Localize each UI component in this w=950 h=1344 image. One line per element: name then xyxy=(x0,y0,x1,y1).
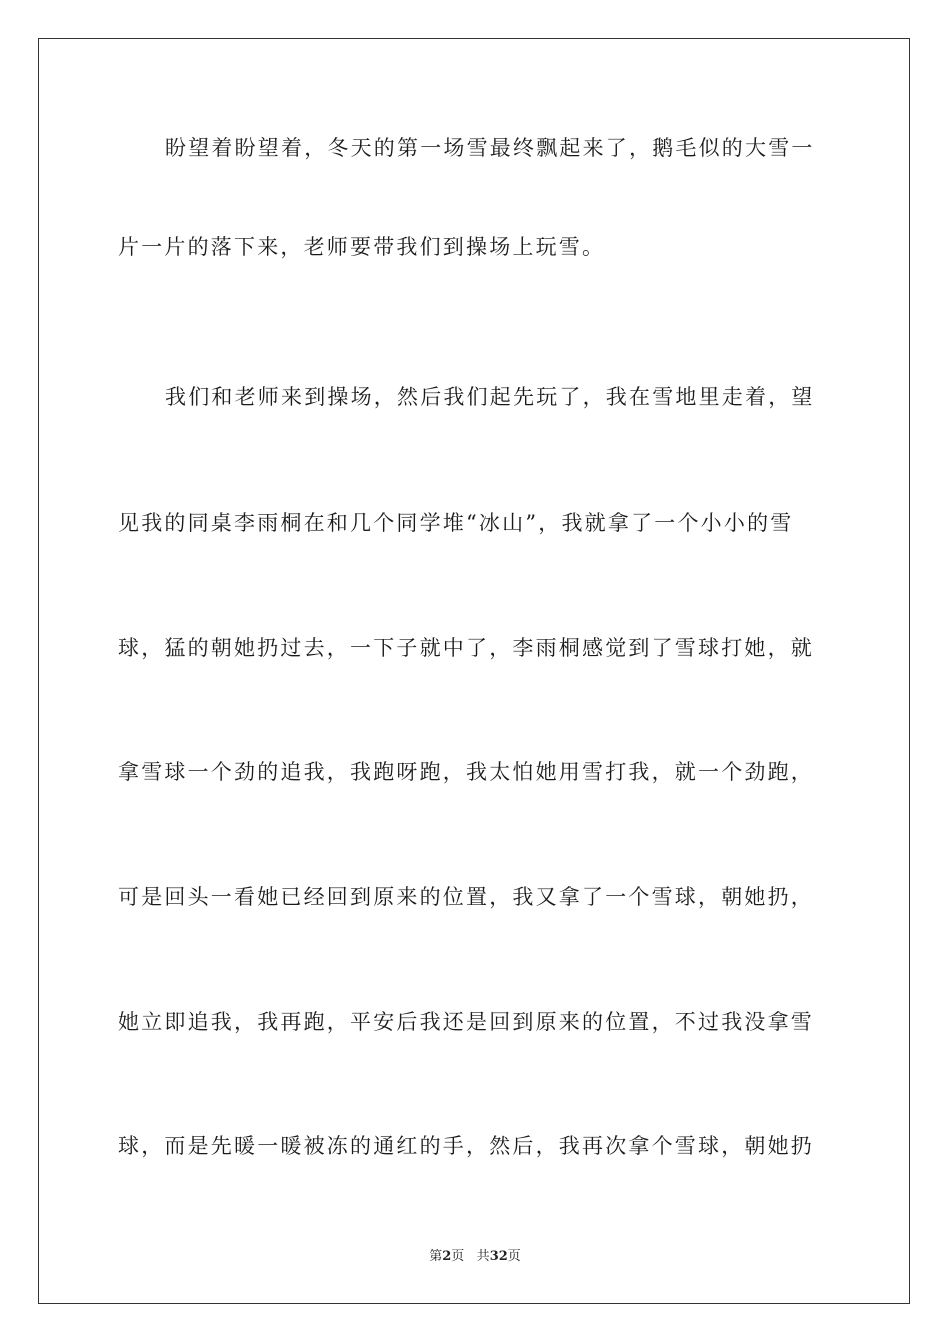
paragraph-2-line-3: 球，猛的朝她扔过去，一下子就中了，李雨桐感觉到了雪球打她，就 xyxy=(118,636,814,660)
page-prefix: 第 xyxy=(429,1249,443,1264)
paragraph-2-line-5: 可是回头一看她已经回到原来的位置，我又拿了一个雪球，朝她扔， xyxy=(118,885,814,909)
page-number: 2 xyxy=(442,1249,452,1264)
total-pages: 32 xyxy=(489,1249,508,1264)
page-border xyxy=(38,38,910,1304)
paragraph-2-line-4: 拿雪球一个劲的追我，我跑呀跑，我太怕她用雪打我，就一个劲跑， xyxy=(118,760,814,784)
paragraph-1-line-2: 片一片的落下来，老师要带我们到操场上玩雪。 xyxy=(118,235,606,259)
page-suffix: 页 xyxy=(451,1249,465,1264)
paragraph-2-line-7: 球，而是先暖一暖被冻的通红的手，然后，我再次拿个雪球，朝她扔 xyxy=(118,1134,814,1158)
total-suffix: 页 xyxy=(507,1249,521,1264)
paragraph-2-line-1: 我们和老师来到操场，然后我们起先玩了，我在雪地里走着，望 xyxy=(165,385,815,409)
total-prefix: 共 xyxy=(476,1249,490,1264)
page-footer xyxy=(0,1248,950,1266)
paragraph-2-line-6: 她立即追我，我再跑，平安后我还是回到原来的位置，不过我没拿雪 xyxy=(118,1010,814,1034)
paragraph-1-line-1: 盼望着盼望着，冬天的第一场雪最终飘起来了，鹅毛似的大雪一 xyxy=(165,136,815,160)
paragraph-2-line-2: 见我的同桌李雨桐在和几个同学堆“冰山”，我就拿了一个小小的雪 xyxy=(118,511,794,535)
